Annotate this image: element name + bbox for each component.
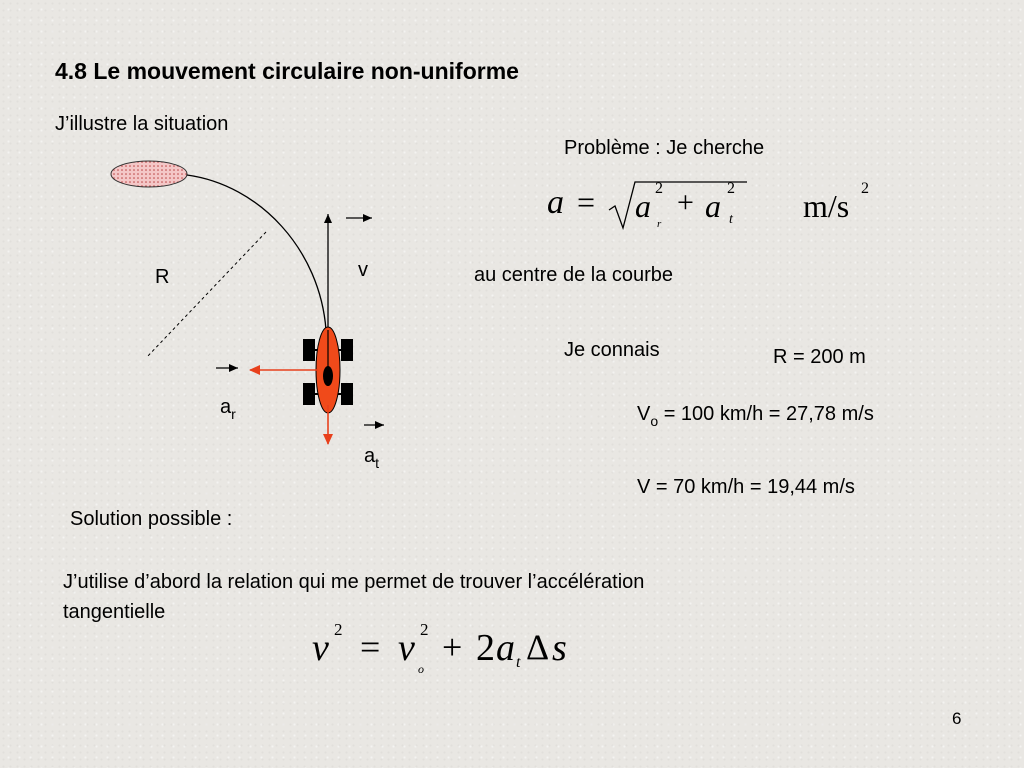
acceleration-formula: a = a 2 r + a 2 t m/s 2 — [547, 178, 887, 230]
solution-text-line1: J’utilise d’abord la relation qui me permet de trouver l’accélération — [63, 571, 645, 593]
curve-path — [187, 175, 326, 330]
car-wheel-fl — [303, 339, 315, 361]
ar-label: $a_r$ — [220, 396, 236, 422]
car-wheel-rl — [303, 383, 315, 405]
problem-label: Problème : Je cherche — [564, 137, 765, 159]
car-wheel-fr — [341, 339, 353, 361]
known-radius: R = 200 m — [773, 346, 866, 368]
center-text: au centre de la courbe — [474, 264, 674, 286]
solution-label: Solution possible : — [70, 508, 233, 530]
slide-title: 4.8 Le mouvement circulaire non-uniforme — [55, 58, 519, 84]
known-initial-velocity: $V_o = 100$ km/h = 27,78 m/s — [637, 403, 874, 429]
velocity-label: v — [358, 259, 368, 281]
known-final-velocity: V = 70 km/h = 19,44 m/s — [637, 476, 855, 498]
start-point-ellipse — [111, 161, 187, 187]
car-wheel-rr — [341, 383, 353, 405]
at-label: $a_t$ — [364, 445, 380, 471]
solution-text-line2: tangentielle — [63, 601, 166, 623]
page-number: 6 — [952, 709, 962, 728]
known-label: Je connais — [564, 339, 660, 361]
radius-dashed-line — [146, 232, 266, 358]
illustrate-text: J’illustre la situation — [55, 113, 229, 135]
kinematic-formula: v 2 = v 2 o + 2 a t Δ s — [312, 620, 567, 676]
radius-label: R — [155, 266, 170, 288]
